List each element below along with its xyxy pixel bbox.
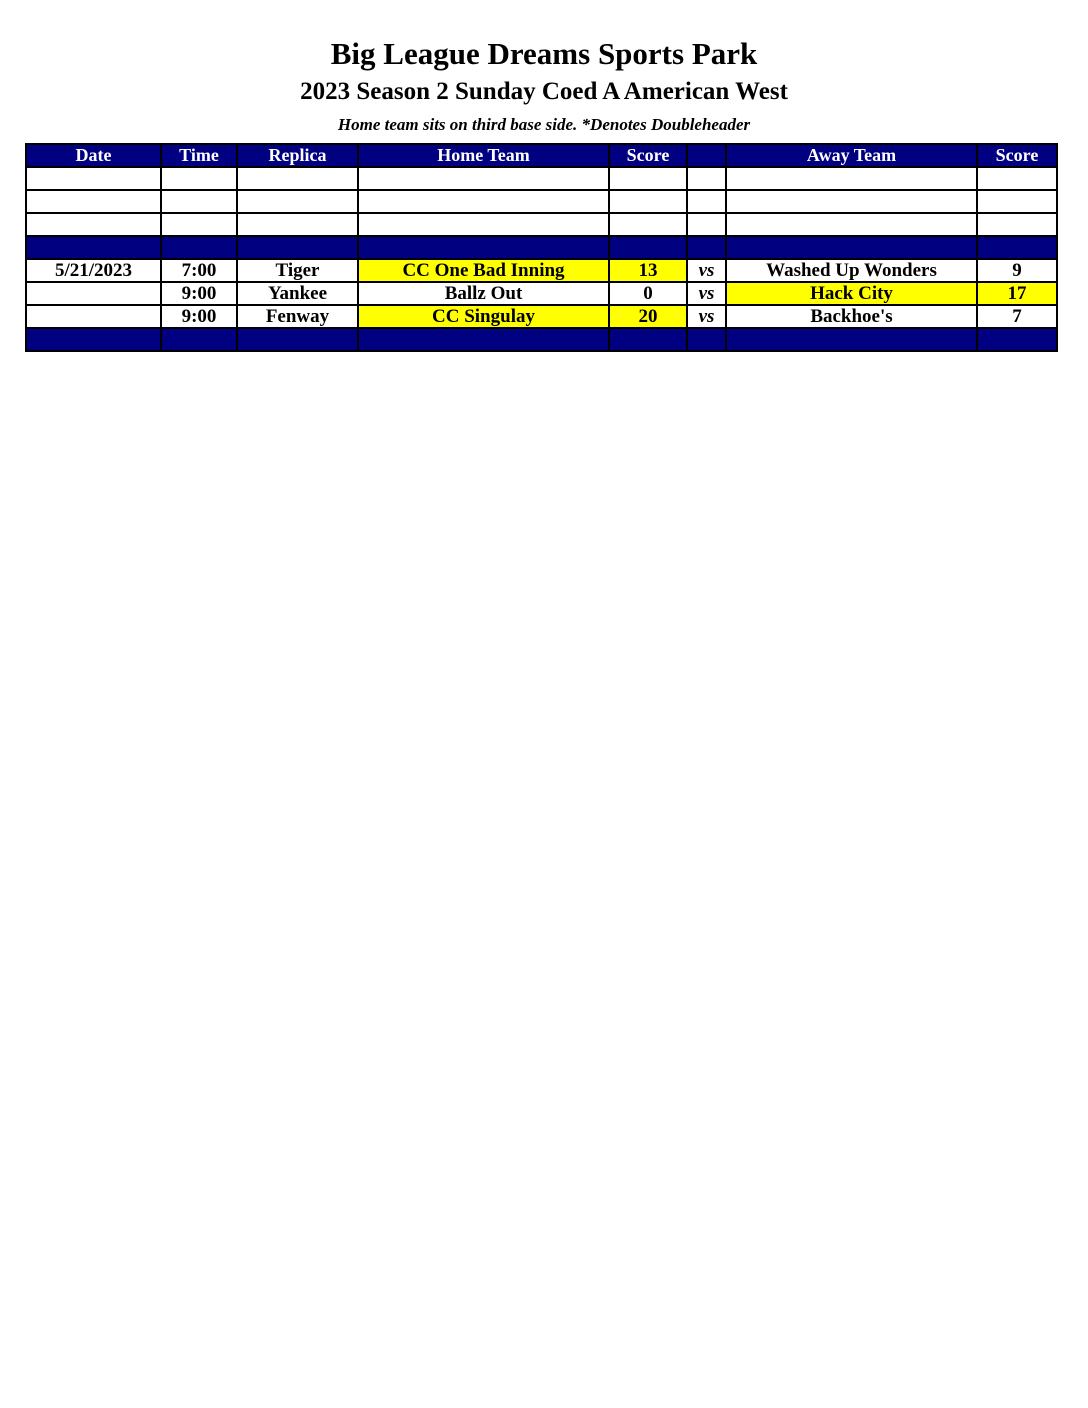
table-header-row [26, 144, 1057, 167]
game-field: Tiger [237, 259, 358, 282]
vs-label: vs [687, 305, 726, 328]
away-score: 17 [977, 282, 1057, 305]
game-date [26, 282, 161, 305]
page-note: Home team sits on third base side. *Denotes Doubleheader [337, 115, 751, 134]
vs-label: vs [687, 259, 726, 282]
table-row [26, 259, 1057, 282]
away-score: 9 [977, 259, 1057, 282]
game-field: Fenway [237, 305, 358, 328]
empty-row [26, 190, 1057, 213]
away-team: Backhoe's [726, 305, 977, 328]
column-header-vs [687, 144, 726, 167]
column-header-away-score: Score [977, 144, 1057, 167]
home-score: 20 [609, 305, 687, 328]
empty-row [26, 213, 1057, 236]
table-row [26, 305, 1057, 328]
home-score: 13 [609, 259, 687, 282]
home-team: Ballz Out [358, 282, 609, 305]
home-team: CC One Bad Inning [358, 259, 609, 282]
column-header-away-team: Away Team [726, 144, 977, 167]
home-score: 0 [609, 282, 687, 305]
game-field: Yankee [237, 282, 358, 305]
game-time: 9:00 [161, 282, 237, 305]
game-time: 9:00 [161, 305, 237, 328]
column-header-home-team: Home Team [358, 144, 609, 167]
page-title: Big League Dreams Sports Park [330, 36, 758, 71]
column-header-time: Time [161, 144, 237, 167]
schedule-table [25, 143, 1058, 352]
column-header-replica: Replica [237, 144, 358, 167]
empty-row [26, 167, 1057, 190]
separator-band-row [26, 328, 1057, 351]
column-header-date: Date [26, 144, 161, 167]
vs-label: vs [687, 282, 726, 305]
game-date: 5/21/2023 [26, 259, 161, 282]
away-team: Hack City [726, 282, 977, 305]
game-time: 7:00 [161, 259, 237, 282]
column-header-home-score: Score [609, 144, 687, 167]
away-score: 7 [977, 305, 1057, 328]
table-row [26, 282, 1057, 305]
game-date [26, 305, 161, 328]
away-team: Washed Up Wonders [726, 259, 977, 282]
separator-band-row [26, 236, 1057, 259]
home-team: CC Singulay [358, 305, 609, 328]
page-subtitle: 2023 Season 2 Sunday Coed A American West [300, 78, 788, 105]
